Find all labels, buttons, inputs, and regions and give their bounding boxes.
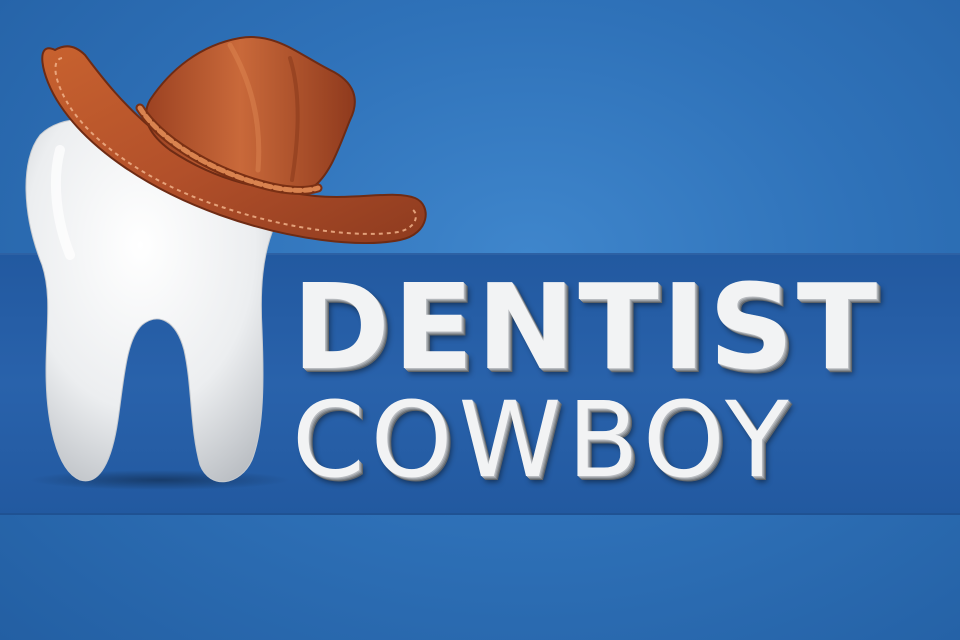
tooth-shadow [30, 470, 290, 490]
logo-title-cowboy: COWBOY [292, 379, 795, 501]
logo-title-dentist: DENTIST [292, 258, 881, 396]
